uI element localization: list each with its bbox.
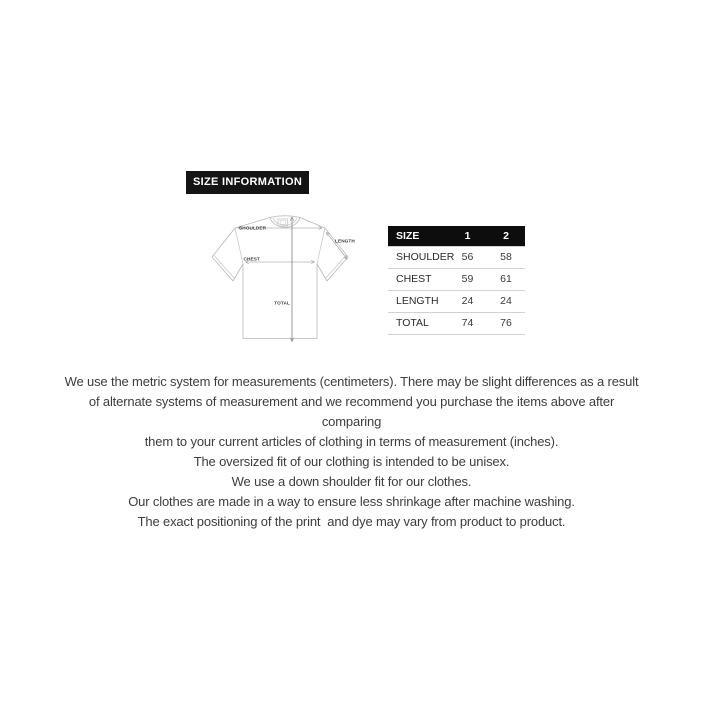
collar-back-line (270, 216, 300, 218)
note-line: Our clothes are made in a way to ensure less shrinkage after machine washing. (128, 494, 575, 509)
note-line: comparing (321, 414, 382, 429)
note-line: of alternate systems of measurement and we recommend you purchase the items above after (88, 394, 615, 409)
row-label: CHEST (388, 268, 448, 290)
table-row-length (388, 290, 525, 312)
cell-value: 56 (448, 246, 487, 268)
cell-value: 58 (487, 246, 525, 268)
diagram-label-shoulder: SHOULDER (239, 225, 267, 231)
row-label: LENGTH (388, 290, 448, 312)
right-armhole-seam (317, 228, 325, 264)
row-label: TOTAL (388, 312, 448, 334)
diagram-label-length: LENGTH (335, 238, 355, 244)
diagram-label-total: TOTAL (274, 300, 290, 306)
collar-tag-inner (280, 221, 285, 225)
cell-value: 24 (448, 290, 487, 312)
table-row-total (388, 312, 525, 334)
size-table-header-row (388, 226, 525, 246)
cell-value: 24 (487, 290, 525, 312)
size-table-header-size: SIZE (388, 226, 448, 246)
row-label: SHOULDER (388, 246, 448, 268)
note-line: The oversized fit of our clothing is intended to be unisex. (193, 454, 510, 469)
table-row-chest (388, 268, 525, 290)
length-measure-line (327, 233, 348, 260)
cell-value: 61 (487, 268, 525, 290)
note-line: them to your current articles of clothing in terms of measurement (inches). (144, 434, 559, 449)
size-table-header-size-2: 2 (487, 226, 525, 246)
note-line: We use a down shoulder fit for our clothes. (231, 474, 472, 489)
note-line: The exact positioning of the print and dye may vary from product to product. (137, 514, 566, 529)
cell-value: 76 (487, 312, 525, 334)
right-cuff-seam (325, 256, 346, 280)
size-table-header-size-1: 1 (448, 226, 487, 246)
size-information-title: SIZE INFORMATION (186, 171, 309, 194)
note-line: We use the metric system for measurements (centimeters). There may be slight differences as a result (64, 374, 639, 389)
cell-value: 74 (448, 312, 487, 334)
tshirt-measurement-diagram (195, 205, 385, 345)
cell-value: 59 (448, 268, 487, 290)
table-row-shoulder (388, 246, 525, 268)
tshirt-outline (212, 218, 348, 339)
measurement-notes (0, 372, 703, 532)
diagram-label-chest: CHEST (243, 256, 260, 262)
left-cuff-seam (214, 256, 235, 280)
left-armhole-seam (235, 228, 243, 264)
size-table (388, 226, 525, 335)
